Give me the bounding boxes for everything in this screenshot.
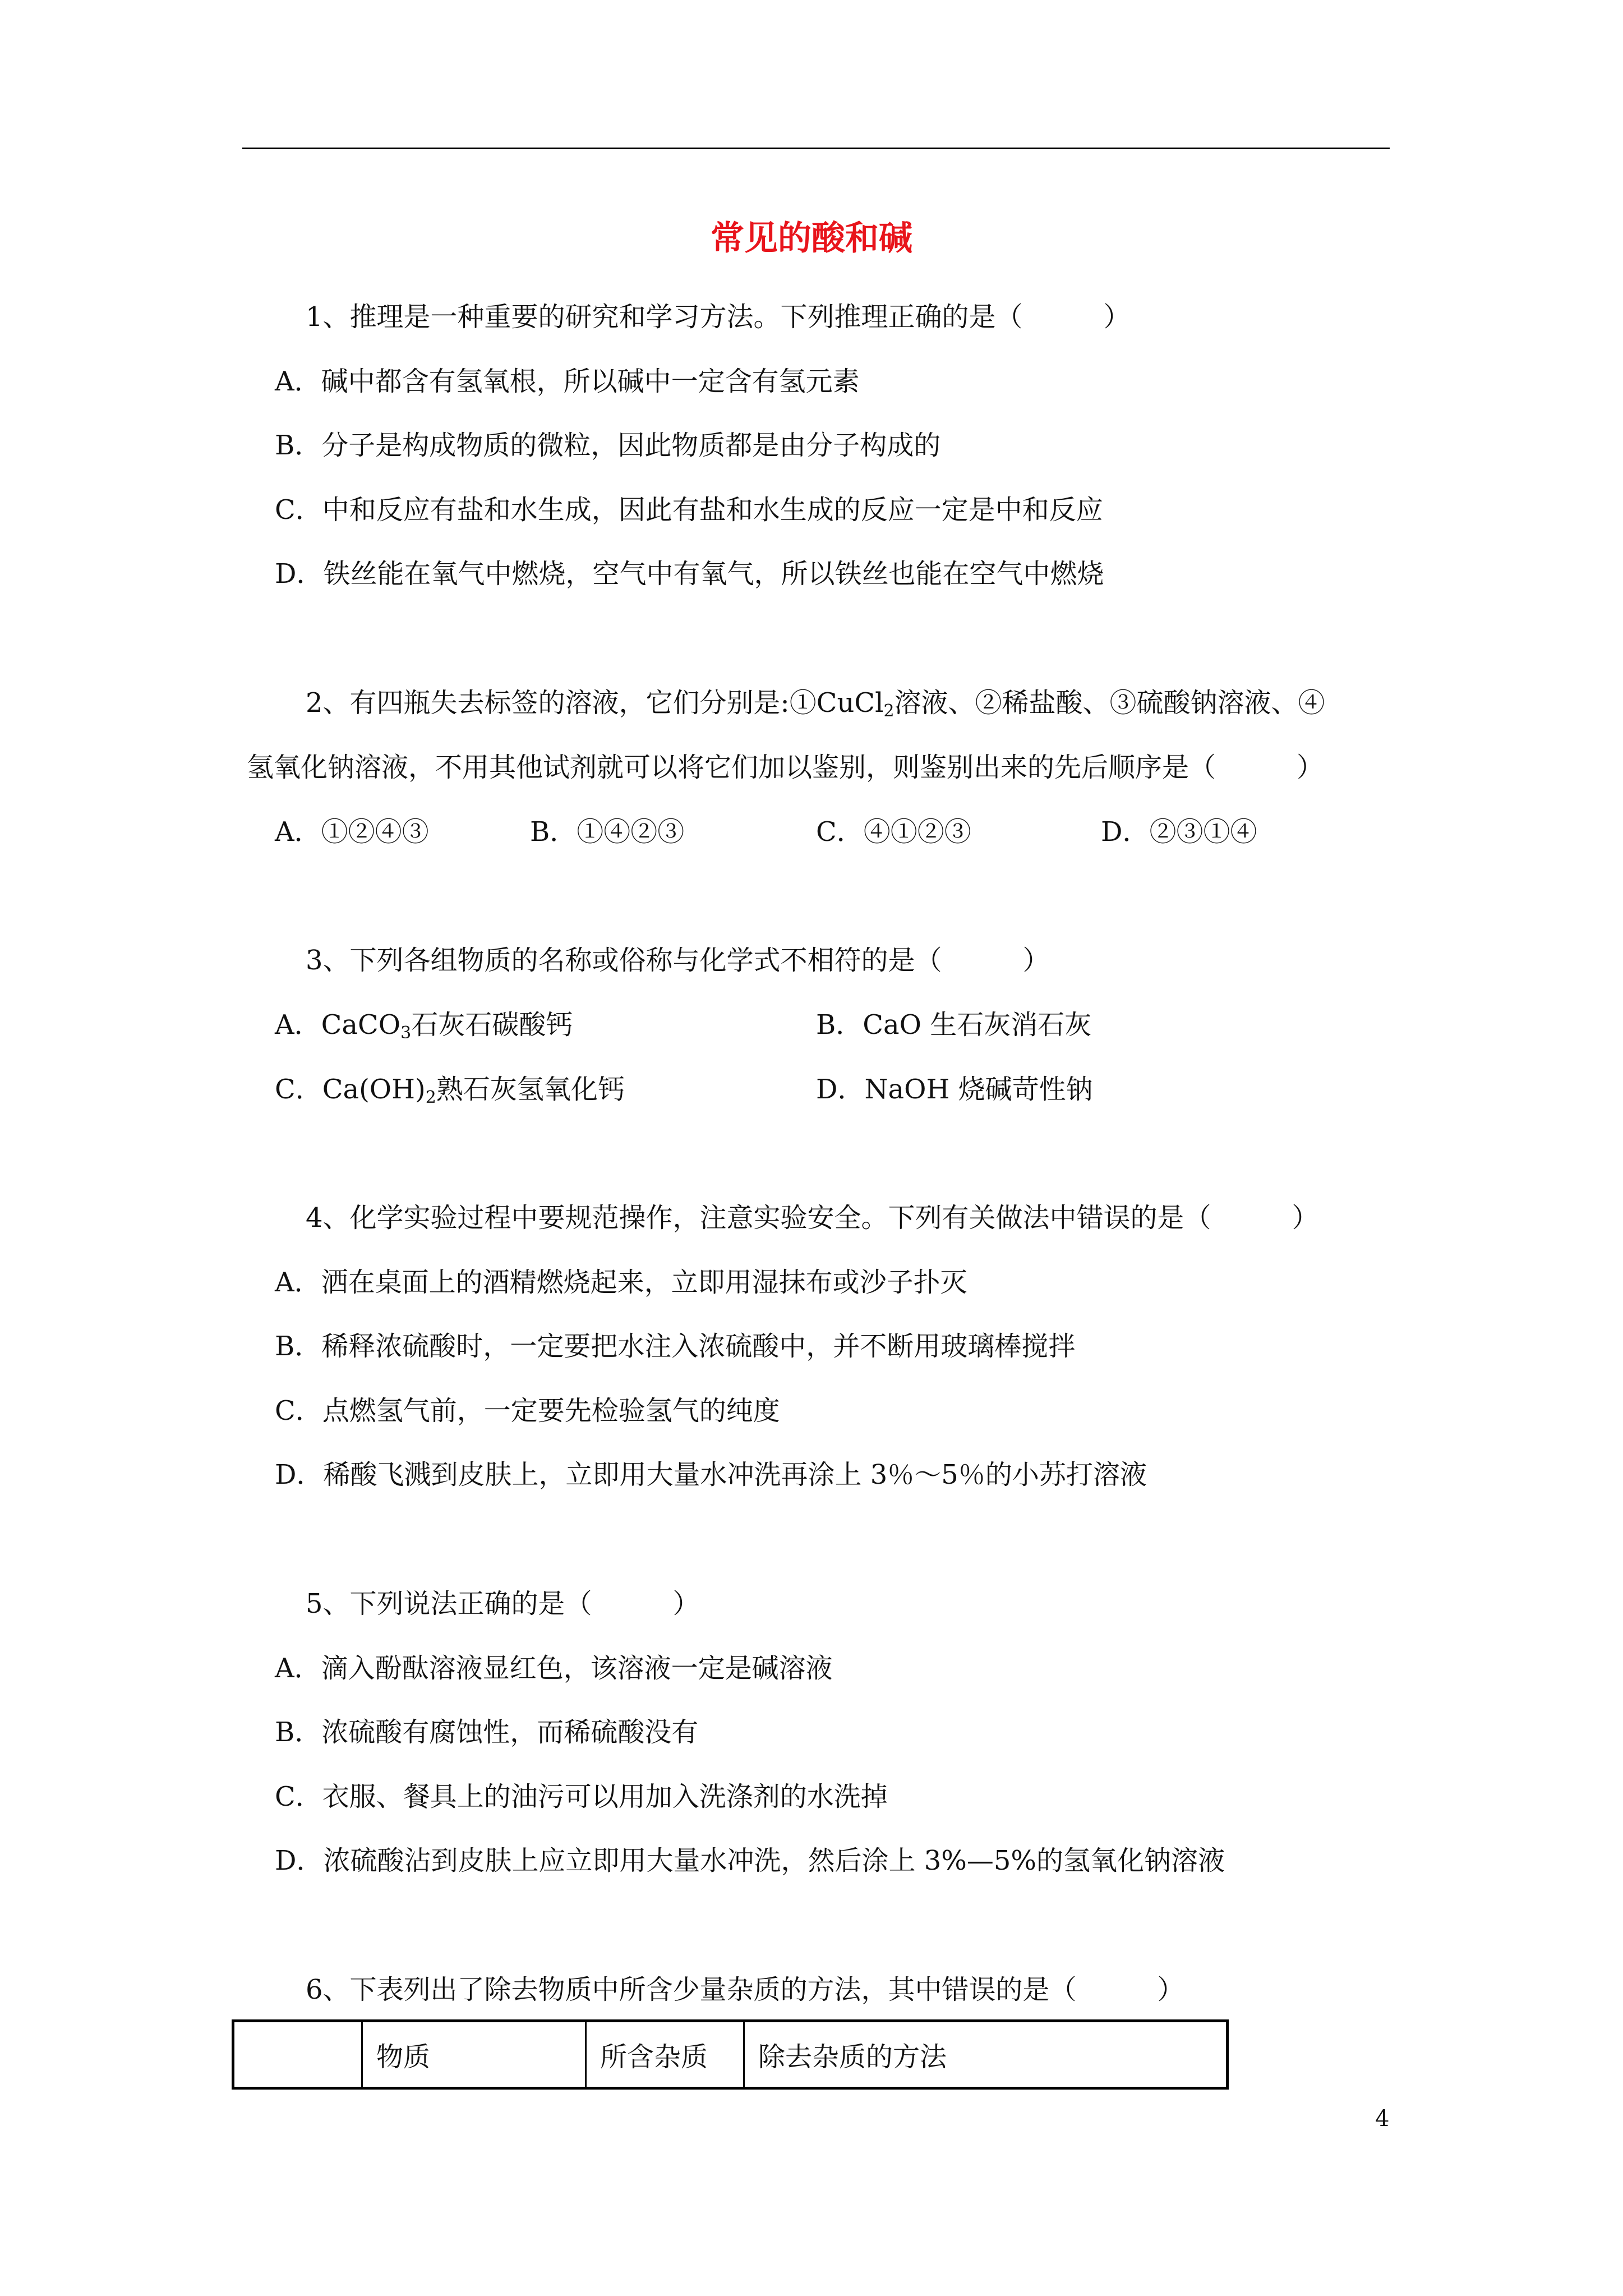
q1-option-a: A．碱中都含有氢氧根，所以碱中一定含有氢元素: [275, 366, 860, 397]
table-header-cell: 所含杂质: [586, 2021, 744, 2088]
q1-option-d: D．铁丝能在氧气中燃烧，空气中有氧气，所以铁丝也能在空气中燃烧: [275, 558, 1104, 590]
q4-option-c: C．点燃氢气前，一定要先检验氢气的纯度: [275, 1395, 780, 1427]
q4-option-a: A．洒在桌面上的酒精燃烧起来，立即用湿抹布或沙子扑灭: [275, 1267, 967, 1298]
q6-stem: 6、下表列出了除去物质中所含少量杂质的方法，其中错误的是（ ）: [306, 1974, 1184, 2005]
q4-option-b: B．稀释浓硫酸时，一定要把水注入浓硫酸中，并不断用玻璃棒搅拌: [275, 1331, 1076, 1362]
header-rule: [242, 148, 1390, 149]
q3-option-c: C．$Ca(OH)_2$熟石灰氢氧化钙: [275, 1074, 625, 1107]
q5-stem: 5、下列说法正确的是（ ）: [306, 1588, 700, 1619]
q3-option-a: A．CaCO$_3$石灰石碳酸钙: [275, 1009, 573, 1043]
q2-option-d: D．②③①④: [1101, 816, 1257, 848]
q5-option-b: B．浓硫酸有腐蚀性，而稀硫酸没有: [275, 1717, 699, 1748]
q2-option-a: A．①②④③: [275, 816, 429, 848]
table-header-cell: 除去杂质的方法: [744, 2021, 1228, 2088]
q2-stem: 2、有四瓶失去标签的溶液，它们分别是:①CuCl$_2$溶液、②稀盐酸、③硫酸钠溶液、④: [306, 687, 1325, 721]
q5-option-c: C．衣服、餐具上的油污可以用加入洗涤剂的水洗掉: [275, 1781, 888, 1812]
q1-option-b: B．分子是构成物质的微粒，因此物质都是由分子构成的: [275, 430, 941, 461]
q2-option-c: C．④①②③: [816, 816, 971, 848]
q2-option-b: B．①④②③: [530, 816, 685, 848]
page-number: 4: [1375, 2106, 1390, 2132]
q1-option-c: C．中和反应有盐和水生成，因此有盐和水生成的反应一定是中和反应: [275, 494, 1103, 526]
q5-option-d: D．浓硫酸沾到皮肤上应立即用大量水冲洗，然后涂上 3%—5%的氢氧化钠溶液: [275, 1845, 1225, 1876]
q5-option-a: A．滴入酚酞溶液显红色，该溶液一定是碱溶液: [275, 1653, 833, 1684]
q3-option-b: B．CaO 生石灰消石灰: [816, 1009, 1092, 1041]
q3-option-d: D．NaOH 烧碱苛性钠: [816, 1074, 1093, 1105]
table-header-row: [233, 2021, 1228, 2088]
q3-stem: 3、下列各组物质的名称或俗称与化学式不相符的是（ ）: [306, 945, 1050, 976]
table-header-cell: [233, 2021, 362, 2088]
q1-stem: 1、推理是一种重要的研究和学习方法。下列推理正确的是（ ）: [306, 301, 1131, 333]
q4-option-d: D．稀酸飞溅到皮肤上，立即用大量水冲洗再涂上 3％～5％的小苏打溶液: [275, 1459, 1147, 1490]
page-title: 常见的酸和碱: [711, 219, 912, 258]
table-header-cell: 物质: [362, 2021, 586, 2088]
q2-stem-continued: 氢氧化钠溶液，不用其他试剂就可以将它们加以鉴别，则鉴别出来的先后顺序是（ ）: [247, 752, 1324, 783]
q4-stem: 4、化学实验过程中要规范操作，注意实验安全。下列有关做法中错误的是（ ）: [306, 1202, 1319, 1234]
q6-table: [232, 2019, 1229, 2090]
